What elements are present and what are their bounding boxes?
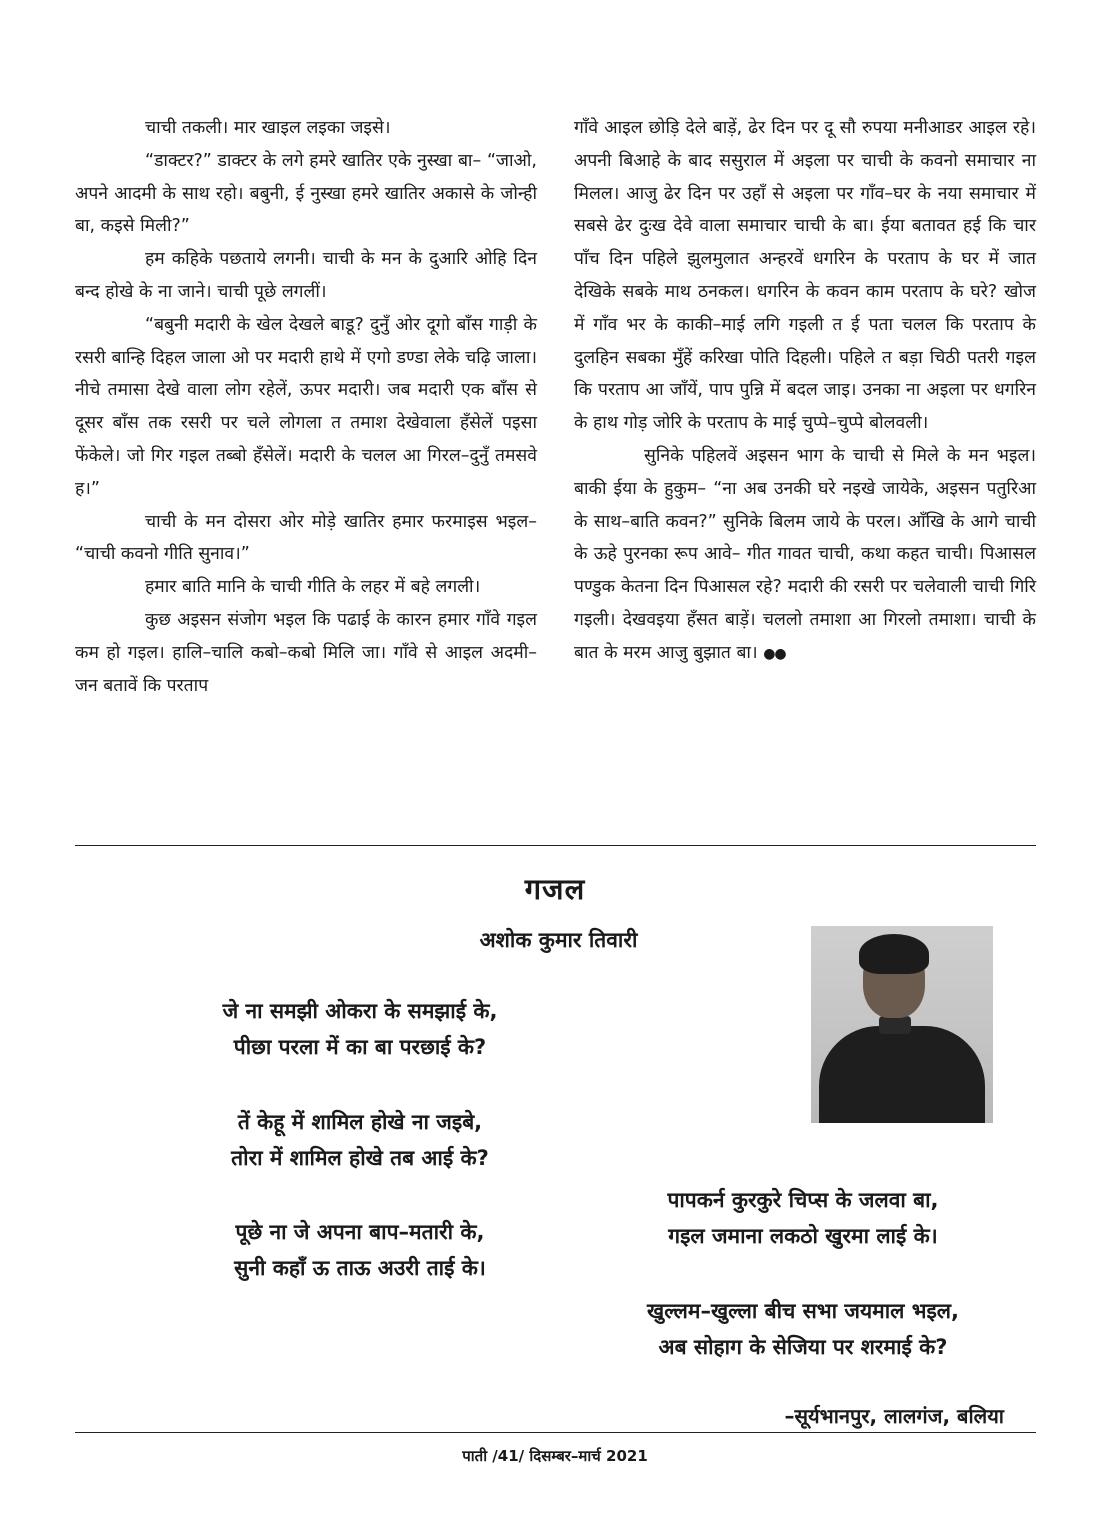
- footer-divider: [75, 1432, 1036, 1433]
- poem-line: पूछे ना जे अपना बाप–मतारी के,: [235, 1220, 485, 1244]
- paragraph: हमार बाति मानि के चाची गीति के लहर में बहे लगली।: [145, 577, 481, 598]
- paragraph: “डाक्टर?” डाक्टर के लगे हमरे खातिर एके नुस्खा बा– “जाओ, अपने आदमी के साथ रहो। बबुनी, ई नुस्खा हमरे खातिर अकासे के जोन्ही बा, कइसे मिली?”: [75, 150, 537, 237]
- poem-line: अब सोहाग के सेजिया पर शरमाई के?: [658, 1335, 948, 1359]
- story-right-column: [574, 112, 1036, 671]
- poem-line: खुल्लम–खुल्ला बीच सभा जयमाल भइल,: [647, 1299, 959, 1323]
- end-mark: ●●: [763, 645, 786, 662]
- poem-author: अशोक कुमार तिवारी: [479, 928, 638, 952]
- poem-line: गइल जमाना लकठो खुरमा लाई के।: [668, 1224, 938, 1248]
- photo-figure-hair: [859, 934, 929, 974]
- section-divider: [75, 845, 1036, 846]
- page-footer: पाती /41/ दिसम्बर–मार्च 2021: [462, 1447, 648, 1465]
- photo-figure-collar: [879, 1016, 911, 1034]
- paragraph: “बबुनी मदारी के खेल देखले बाडू? दुनुँ ओर दूगो बाँस गाड़ी के रसरी बान्हि दिहल जाला ओ पर मदारी हाथे में एगो डण्डा लेके चढ़ि जाला। नीचे तमासा देखे वाला लोग रहेलें, ऊपर मदारी। जब मदारी एक बाँस से दूसर बाँस तक रसरी पर चले लोगला त तमाश देखेवाला हँसेलें पइसा फेंकेले। जो गिर गइल तब्बो हँसेलें। मदारी के चलल आ गिरल–दुनुँ तमसवे ह।”: [75, 314, 537, 499]
- poem-line: तोरा में शामिल होखे तब आई के?: [231, 1146, 489, 1170]
- poem-line: पापकर्न कुरकुरे चिप्स के जलवा बा,: [667, 1188, 939, 1212]
- paragraph-last: [574, 440, 1036, 671]
- paragraph: चाची तकली। मार खाइल लइका जइसे।: [145, 118, 391, 138]
- poem-title: गजल: [524, 872, 586, 906]
- paragraph: गाँवे आइल छोड़ि देले बाड़ें, ढेर दिन पर दू सौ रुपया मनीआडर आइल रहे। अपनी बिआहे के बाद ससुराल में अइला पर चाची के कवनो समाचार ना मिलल। आजु ढेर दिन पर उहाँ से अइला पर गाँव–घर के नया समाचार में सबसे ढेर दुःख देवे वाला समाचार चाची के बा। ईया बतावत हई कि चार पाँच दिन पहिले झुलमुलात अन्हरवें धगरिन के परताप के घर में जात देखिके सबके माथ ठनकल। धगरिन के कवन काम परताप के घरे? खोज में गाँव भर के काकी–माई लगि गइली त ई पता चलल कि परताप के दुलहिन सबका मुँहें करिखा पोति दिहली। पहिले त बड़ा चिठी पतरी गइल कि परताप आ जाँयें, पाप पुन्नि में बदल जाइ। उनका ना अइला पर धगरिन के हाथ गोड़ जोरि के परताप के माई चुप्पे–चुप्पे बोलवली।: [574, 118, 1036, 434]
- paragraph: कुछ अइसन संजोग भइल कि पढाई के कारन हमार गाँवे गइल कम हो गइल। हालि–चालि कबो–कबो मिलि जा। गाँवे से आइल अदमी–जन बतावें कि परताप: [75, 609, 537, 696]
- poem-line: पीछा परला में का बा परछाई के?: [233, 1035, 487, 1059]
- paragraph: चाची के मन दोसरा ओर मोड़े खातिर हमार फरमाइस भइल– “चाची कवनो गीति सुनाव।”: [75, 511, 537, 565]
- author-photo: [811, 926, 993, 1123]
- poem-stanza: [588, 1182, 1018, 1254]
- photo-figure-body: [819, 1026, 985, 1123]
- poem-stanza: [160, 1104, 560, 1176]
- poem-stanza: [588, 1293, 1018, 1365]
- paragraph: हम कहिके पछताये लगनी। चाची के मन के दुआरि ओहि दिन बन्द होखे के ना जाने। चाची पूछे लगलीं।: [75, 249, 537, 302]
- poem-place: –सूर्यभानपुर, लालगंज, बलिया: [784, 1404, 1004, 1428]
- poem-line: तें केहू में शामिल होखे ना जइबे,: [237, 1110, 483, 1134]
- story-left-column: [75, 112, 537, 702]
- poem-line: जे ना समझी ओकरा के समझाई के,: [222, 999, 498, 1023]
- poem-line: सुनी कहाँ ऊ ताऊ अउरी ताई के।: [234, 1256, 486, 1280]
- paragraph-text: सुनिके पहिलवें अइसन भाग के चाची से मिले के मन भइल। बाकी ईया के हुकुम– “ना अब उनकी घरे नइखे जायेके, अइसन पतुरिआ के साथ–बाति कवन?” सुनिके बिलम जाये के परल। आँखि के आगे चाची के ऊहे पुरनका रूप आवे– गीत गावत चाची, कथा कहत चाची। पिआसल पण्डुक केतना दिन पिआसल रहे? मदारी की रसरी पर चलेवाली चाची गिरि गइली। देखवइया हँसत बाड़ें। चललो तमाशा आ गिरलो तमाशा। चाची के बात के मरम आजु बुझात बा।: [574, 445, 1036, 663]
- poem-stanza: [160, 1214, 560, 1286]
- poem-stanza: [160, 993, 560, 1065]
